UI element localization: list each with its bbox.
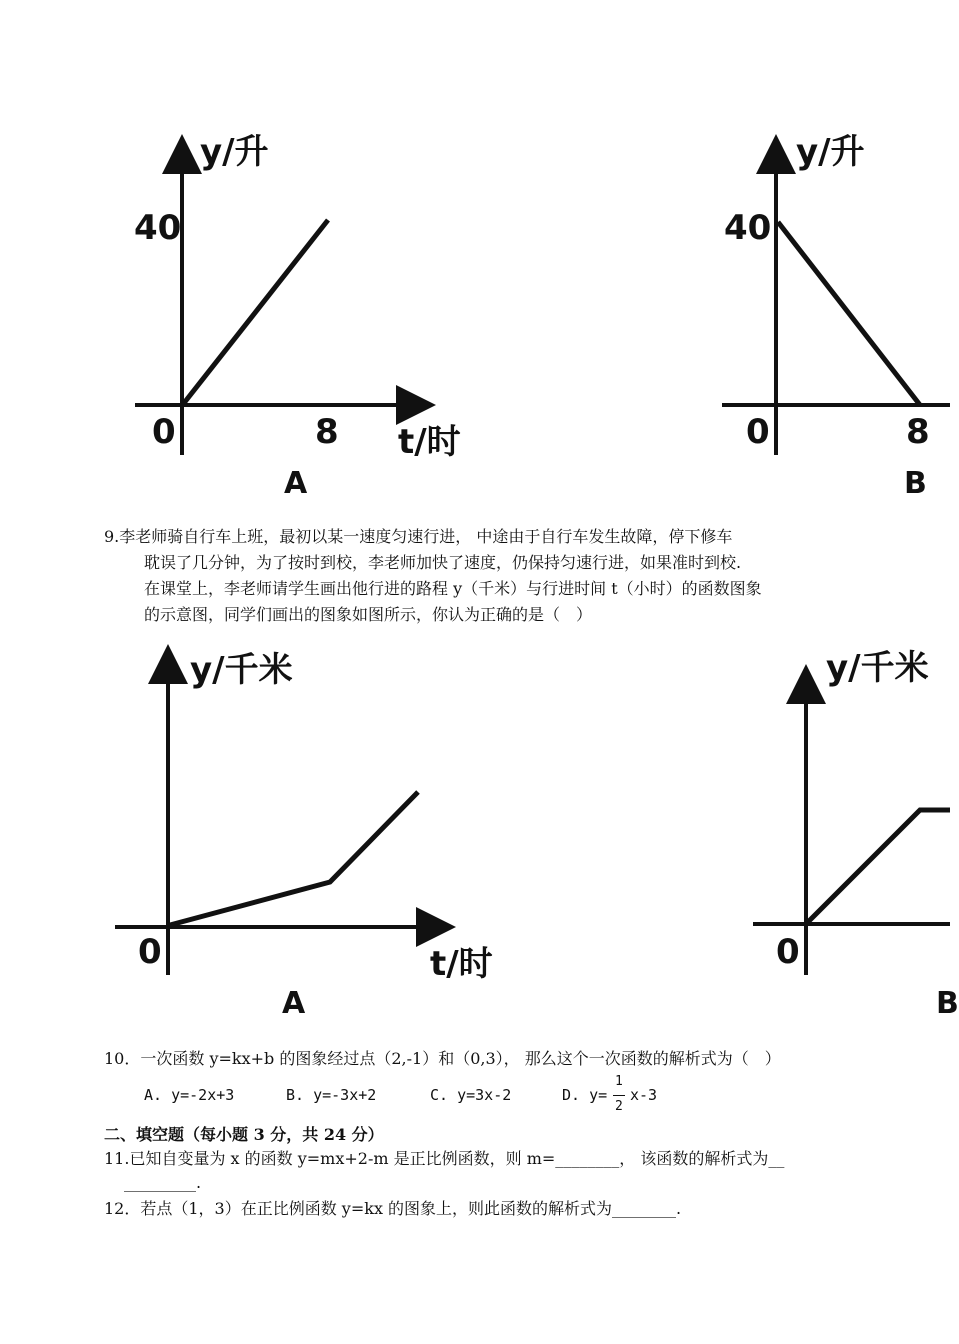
q9b-origin: 0 bbox=[776, 932, 800, 972]
q9-graph-b bbox=[753, 680, 950, 975]
q9a-xlabel: t/时 bbox=[430, 944, 493, 984]
q8b-x-tick: 8 bbox=[906, 412, 930, 452]
q9a-plot-line bbox=[170, 792, 418, 925]
q9a-ylabel: y/千米 bbox=[190, 650, 293, 690]
q9-line-4: 的示意图，同学们画出的图象如图所示，你认为正确的是（ ） bbox=[144, 605, 593, 624]
q8a-ylabel: y/升 bbox=[200, 132, 269, 172]
q8b-origin: 0 bbox=[746, 412, 770, 452]
q8-graph-a bbox=[135, 150, 420, 455]
q12-text: 12．若点（1，3）在正比例函数 y=kx 的图象上，则此函数的解析式为________. bbox=[104, 1199, 682, 1218]
q8b-caption: B bbox=[904, 466, 927, 501]
q8b-y-tick: 40 bbox=[724, 208, 772, 248]
q8-graph-b bbox=[722, 150, 950, 455]
q8a-y-tick: 40 bbox=[134, 208, 182, 248]
q11-line-1: 11.已知自变量为 x 的函数 y=mx+2-m 是正比例函数，则 m=________， 该函数的解析式为__ bbox=[104, 1149, 785, 1168]
section-title: 二、填空题（每小题 3 分，共 24 分） bbox=[104, 1125, 384, 1144]
q10-option-d-suffix: x-3 bbox=[630, 1086, 658, 1104]
q8a-plot-line bbox=[184, 220, 328, 403]
q9-line-3: 在课堂上，李老师请学生画出他行进的路程 y（千米）与行进时间 t（小时）的函数图象 bbox=[144, 579, 762, 598]
q10-option-c: C. y=3x-2 bbox=[430, 1086, 512, 1104]
q9-graph-a bbox=[115, 660, 440, 975]
q9a-caption: A bbox=[282, 986, 306, 1021]
q9b-ylabel: y/千米 bbox=[826, 648, 929, 688]
q8b-plot-line bbox=[778, 222, 920, 405]
q8a-xlabel: t/时 bbox=[398, 422, 461, 462]
q10-option-d-fraction-bar bbox=[613, 1095, 625, 1096]
q10-option-b: B. y=-3x+2 bbox=[286, 1086, 377, 1104]
q10-stem: 10．一次函数 y=kx+b 的图象经过点（2,-1）和（0,3）， 那么这个一次函数的解析式为（ ） bbox=[104, 1049, 781, 1068]
q9a-origin: 0 bbox=[138, 932, 162, 972]
q8b-ylabel: y/升 bbox=[796, 132, 865, 172]
q10-option-a: A. y=-2x+3 bbox=[144, 1086, 235, 1104]
q10-option-d-numerator: 1 bbox=[615, 1074, 623, 1089]
q8a-origin: 0 bbox=[152, 412, 176, 452]
q9-line-2: 耽误了几分钟，为了按时到校，李老师加快了速度，仍保持匀速行进，如果准时到校. bbox=[144, 553, 742, 572]
q8a-x-tick: 8 bbox=[315, 412, 339, 452]
q10-option-d-prefix: D. y= bbox=[562, 1086, 608, 1104]
q8a-caption: A bbox=[284, 466, 308, 501]
q9-line-1: 9.李老师骑自行车上班，最初以某一速度匀速行进， 中途由于自行车发生故障，停下修车 bbox=[104, 527, 733, 546]
q10-option-d-denominator: 2 bbox=[615, 1099, 623, 1114]
q9b-caption: B bbox=[936, 986, 959, 1021]
q11-line-2: _________. bbox=[124, 1173, 202, 1192]
q9b-plot-line bbox=[808, 810, 950, 922]
